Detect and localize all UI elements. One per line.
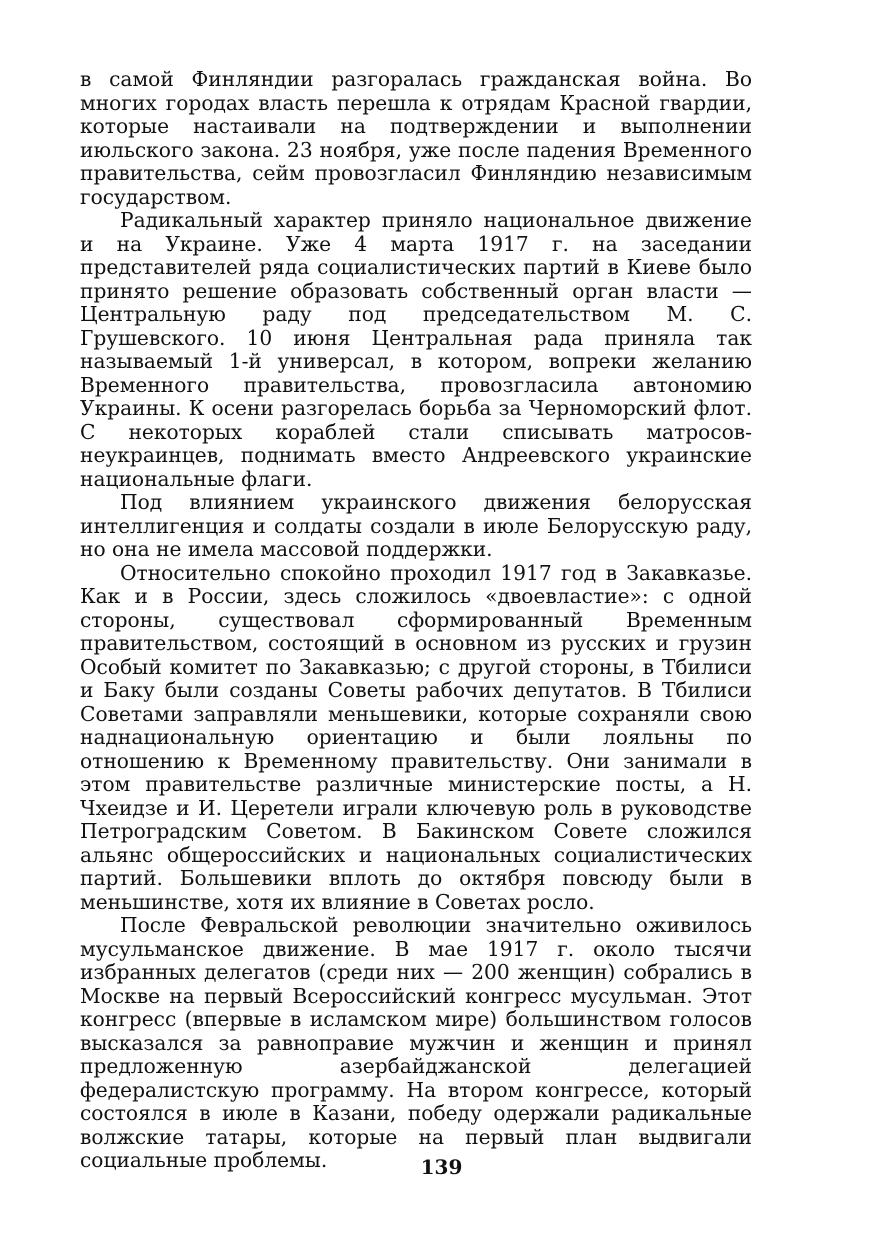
paragraph-ukraine-central-rada: Радикальный характер приняло национальное движение и на Украине. Уже 4 марта 1917 г. на заседании представителей ряда социалистических партий в Киеве было принято решение образовать собственный орган власти — Центральную раду под председательством М. С. Грушевского. 10 июня Центральная рада приняла так называемый 1-й универсал, в котором, вопреки желанию Временного правительства, провозгласила автономию Украины. К осени разгорелась борьба за Черноморский флот. С некоторых кораблей стали списывать матросов-неукраинцев, поднимать вместо Андреевского украинские национальные флаги. xyxy=(80,208,752,491)
paragraph-belarusian-rada: Под влиянием украинского движения белорусская интеллигенция и солдаты создали в июле Белорусскую раду, но она не имела массовой поддержки. xyxy=(80,490,752,561)
page-text-block xyxy=(80,68,752,1188)
page-number: 139 xyxy=(420,1155,463,1179)
paragraph-muslim-movement: После Февральской революции значительно оживилось мусульманское движение. В мае 1917 г. около тысячи избранных делегатов (среди них — 200 женщин) собрались в Москве на первый Всероссийский конгресс мусульман. Этот конгресс (впервые в исламском мире) большинством голосов высказался за равноправие мужчин и женщин и принял предложенную азербайджанской делегацией федералистскую программу. На втором конгрессе, который состоялся в июле в Казани, победу одержали радикальные волжские татары, которые на первый план выдвигали социальные проблемы. xyxy=(80,913,752,1172)
paragraph-finland-civil-war: в самой Финляндии разгоралась гражданская война. Во многих городах власть перешла к отрядам Красной гвардии, которые настаивали на подтверждении и выполнении июльского закона. 23 ноября, уже после падения Временного правительства, сейм провозгласил Финляндию независимым государством. xyxy=(80,67,752,209)
paragraph-transcaucasia: Относительно спокойно проходил 1917 год в Закавказье. Как и в России, здесь сложилось «двоевластие»: с одной стороны, существовал сформированный Временным правительством, состоящий в основном из русских и грузин Особый комитет по Закавказью; с другой стороны, в Тбилиси и Баку были созданы Советы рабочих депутатов. В Тбилиси Советами заправляли меньшевики, которые сохраняли свою наднациональную ориентацию и были лояльны по отношению к Временному правительству. Они занимали в этом правительстве различные министерские посты, а Н. Чхеидзе и И. Церетели играли ключевую роль в руководстве Петроградским Советом. В Бакинском Совете сложился альянс общероссийских и национальных социалистических партий. Большевики вплоть до октября повсюду были в меньшинстве, хотя их влияние в Советах росло. xyxy=(80,560,752,914)
